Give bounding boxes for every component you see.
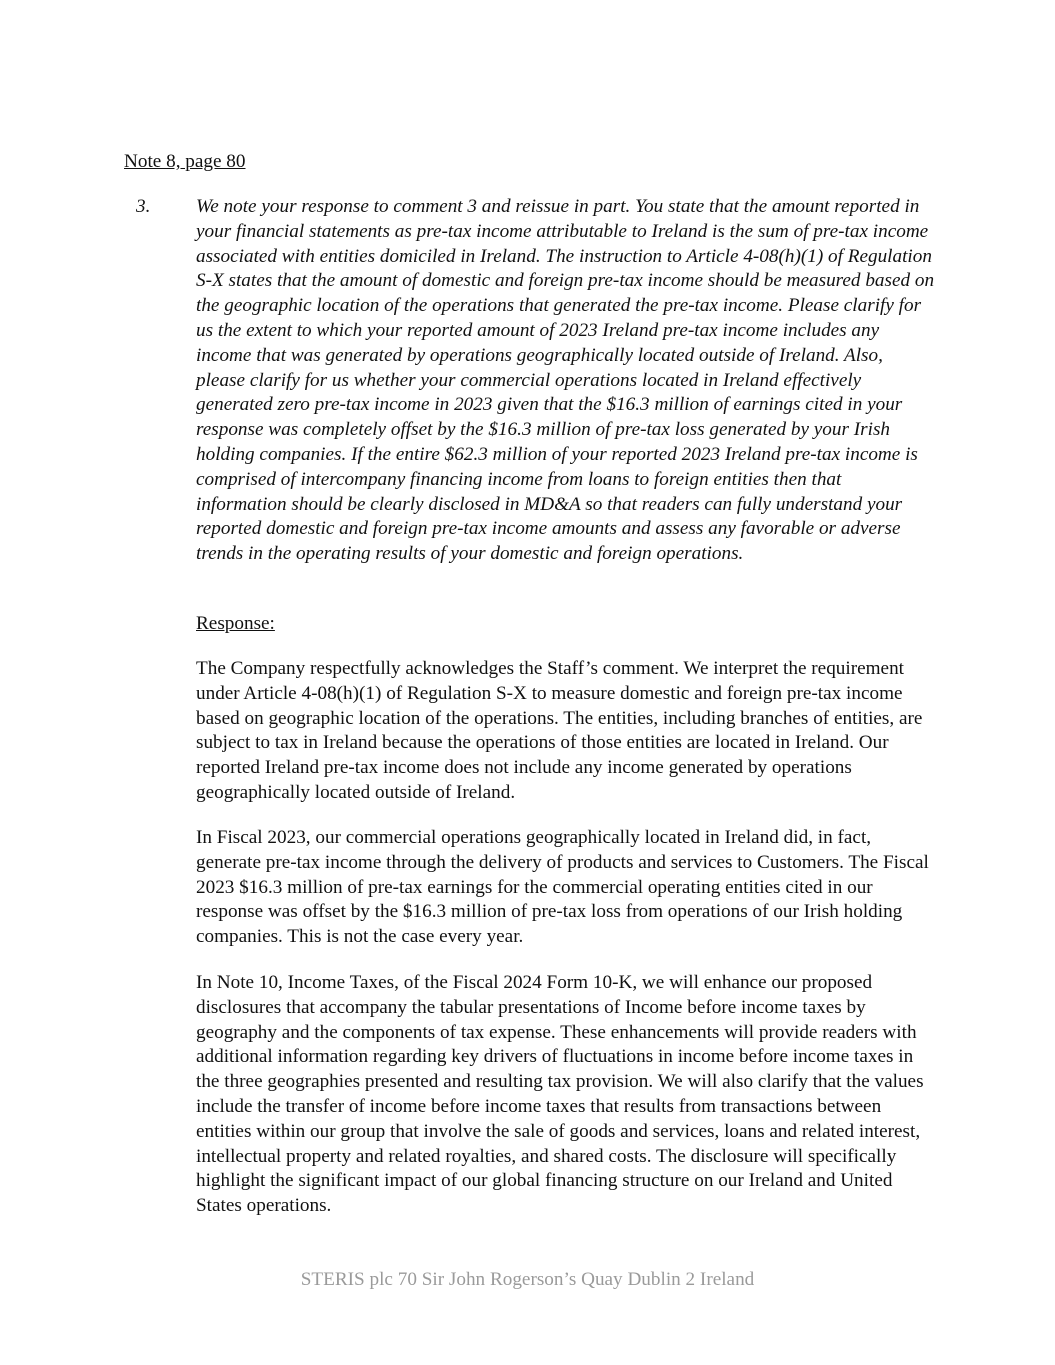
comment-text: We note your response to comment 3 and reissue in part. You state that the amount reported in your financial statements as pre-tax income attributable to Ireland is the sum of pre-tax income associated with entities domiciled in Ireland. The instruction to Article 4-08(h)(1) of Regulation S-X states that the amount of domestic and foreign pre-tax income should be measured based on the geographic location of the operations that generated the pre-tax income. Please clarify for us the extent to which your reported amount of 2023 Ireland pre-tax income includes any income that was generated by operations geographically located outside of Ireland. Also, please clarify for us whether your commercial operations located in Ireland effectively generated zero pre-tax income in 2023 given that the $16.3 million of earnings cited in your response was completely offset by the $16.3 million of pre-tax loss generated by your Irish holding companies. If the entire $62.3 million of your reported 2023 Ireland pre-tax income is comprised of intercompany financing income from loans to foreign entities then that information should be clearly disclosed in MD&A so that readers can fully understand your reported domestic and foreign pre-tax income amounts and assess any favorable or adverse trends in the operating results of your domestic and foreign operations. — [196, 196, 935, 565]
section-heading: Note 8, page 80 — [124, 151, 246, 172]
response-paragraph: In Note 10, Income Taxes, of the Fiscal 2024 Form 10-K, we will enhance our proposed disclosures that accompany the tabular presentations of Income before income taxes by geography and the components of tax expense. These enhancements will provide readers with additional information regarding key drivers of fluctuations in income before income taxes in the three geographies presented and resulting tax provision. We will also clarify that the values include the transfer of income before income taxes that results from transactions between entities within our group that involve the sale of goods and services, loans and related interest, intellectual property and related royalties, and shared costs. The disclosure will specifically highlight the significant impact of our global financing structure on our Ireland and United States operations. — [196, 972, 924, 1217]
response-paragraph: In Fiscal 2023, our commercial operations geographically located in Ireland did, in fact, generate pre-tax income through the delivery of products and services to Customers. The Fiscal 2023 $16.3 million of pre-tax earnings for the commercial operating entities cited in our response was offset by the $16.3 million of pre-tax loss from operations of our Irish holding companies. This is not the case every year. — [196, 827, 929, 948]
response-paragraph: The Company respectfully acknowledges the Staff’s comment. We interpret the requirement under Article 4-08(h)(1) of Regulation S-X to measure domestic and foreign pre-tax income based on geographic location of the operations. The entities, including branches of entities, are subject to tax in Ireland because the operations of those entities are located in Ireland. Our reported Ireland pre-tax income does not include any income generated by operations geographically located outside of Ireland. — [196, 658, 923, 803]
page-footer: STERIS plc 70 Sir John Rogerson’s Quay Dublin 2 Ireland — [300, 1269, 755, 1290]
comment-number: 3. — [136, 196, 151, 217]
response-label: Response: — [196, 613, 275, 634]
